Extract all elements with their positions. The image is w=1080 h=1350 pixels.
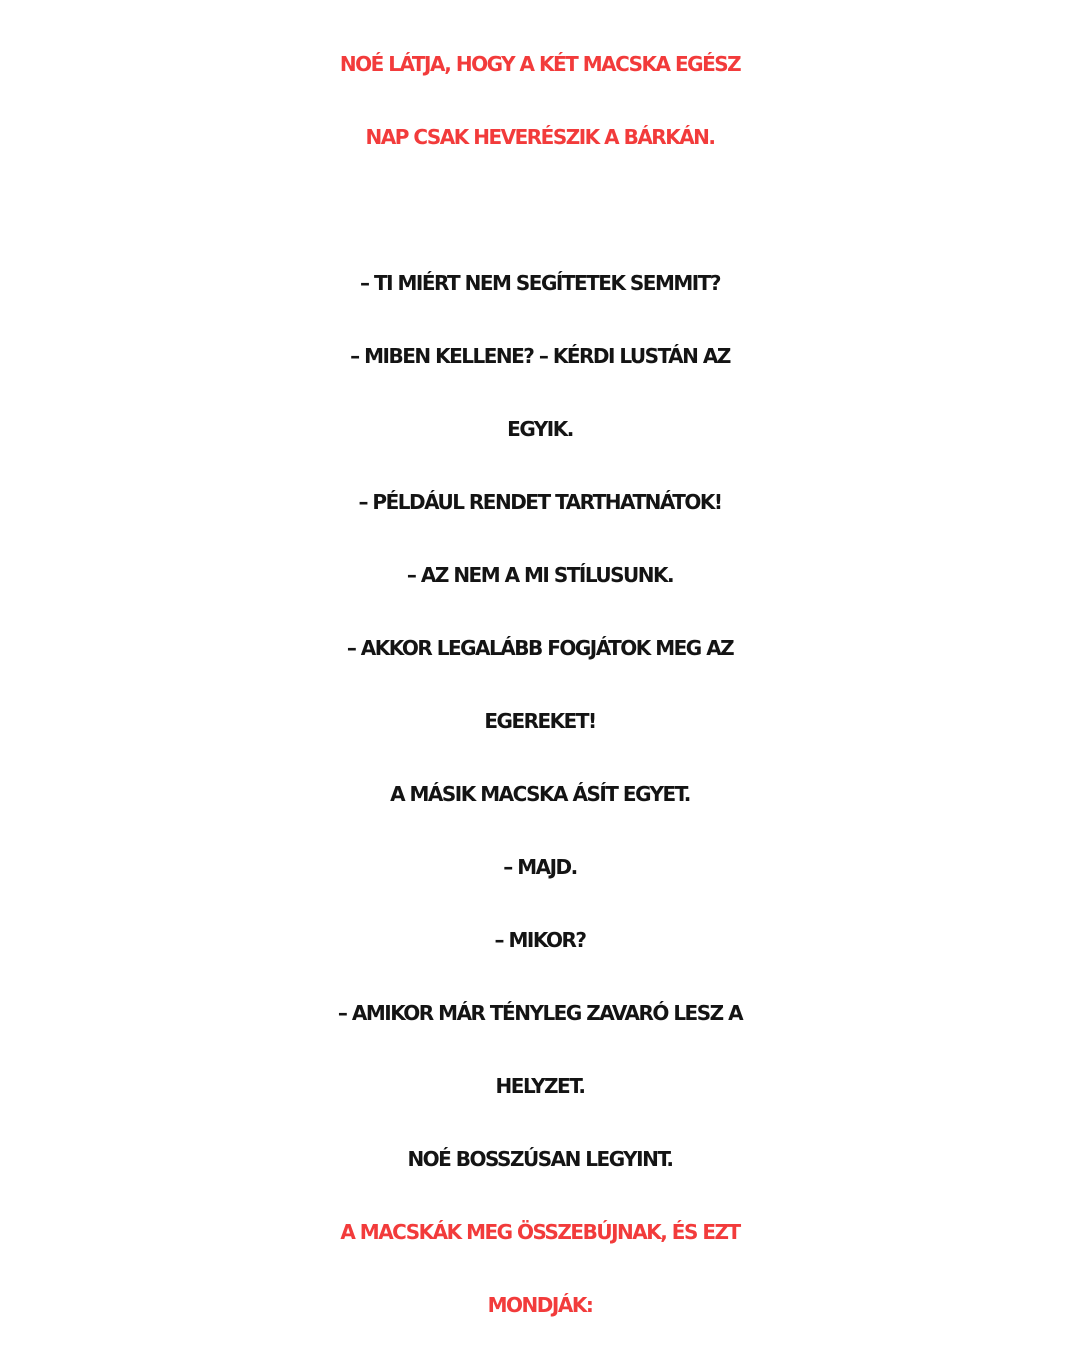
dialogue-line: NOÉ BOSSZÚSAN LEGYINT. xyxy=(407,1147,673,1171)
joke-text-card xyxy=(0,28,1080,1342)
dialogue-line: – MIBEN KELLENE? – KÉRDI LUSTÁN AZ xyxy=(350,344,730,368)
dialogue-line: – MAJD. xyxy=(503,855,577,879)
outro-line: MONDJÁK: xyxy=(487,1293,593,1317)
intro-line: NOÉ LÁTJA, HOGY A KÉT MACSKA EGÉSZ xyxy=(339,52,741,76)
dialogue-line: – MIKOR? xyxy=(494,928,586,952)
outro-line: A MACSKÁK MEG ÖSSZEBÚJNAK, ÉS EZT xyxy=(340,1220,740,1244)
intro-block xyxy=(0,28,1080,174)
dialogue-line: EGEREKET! xyxy=(484,709,596,733)
dialogue-line: A MÁSIK MACSKA ÁSÍT EGYET. xyxy=(390,782,690,806)
dialogue-line: EGYIK. xyxy=(507,417,573,441)
blank-line-spacer xyxy=(0,174,1080,247)
dialogue-line: – AKKOR LEGALÁBB FOGJÁTOK MEG AZ xyxy=(346,636,734,660)
outro-block xyxy=(0,1196,1080,1342)
dialogue-line: HELYZET. xyxy=(495,1074,585,1098)
dialogue-line: – AMIKOR MÁR TÉNYLEG ZAVARÓ LESZ A xyxy=(337,1001,743,1025)
dialogue-line: – AZ NEM A MI STÍLUSUNK. xyxy=(406,563,674,587)
dialogue-line: – TI MIÉRT NEM SEGÍTETEK SEMMIT? xyxy=(360,271,720,295)
dialogue-line: – PÉLDÁUL RENDET TARTHATNÁTOK! xyxy=(358,490,722,514)
intro-line: NAP CSAK HEVERÉSZIK A BÁRKÁN. xyxy=(365,125,715,149)
dialogue-block xyxy=(0,247,1080,1196)
